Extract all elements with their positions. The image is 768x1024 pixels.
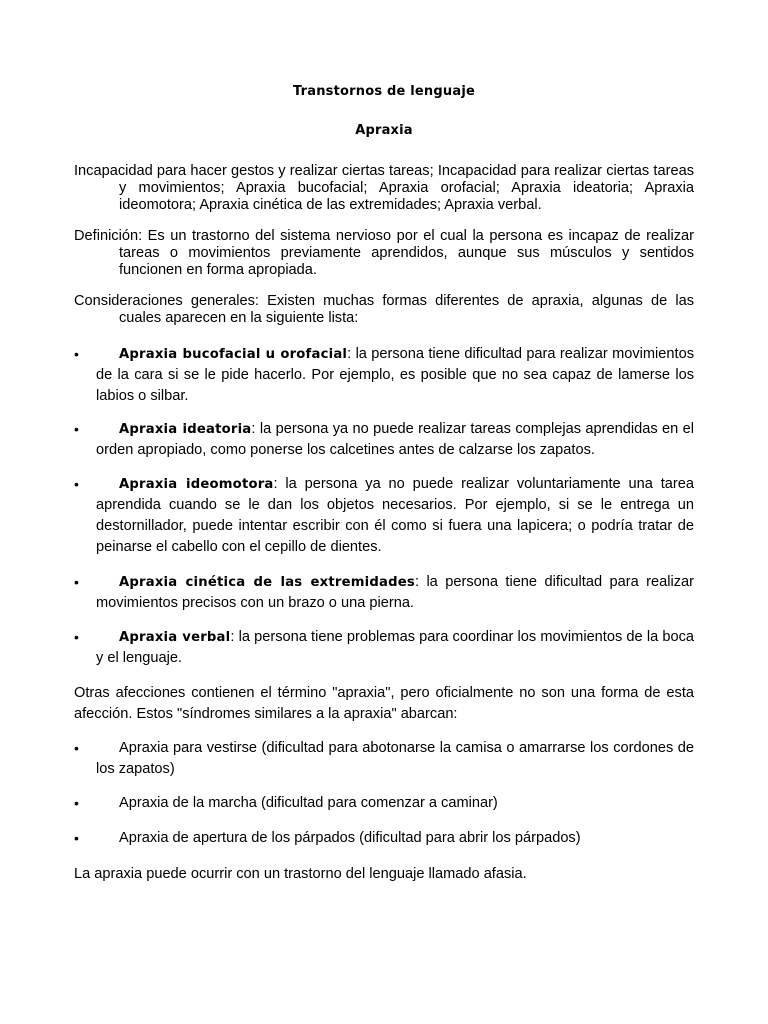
list-item-text: Apraxia de la marcha (dificultad para comenzar a caminar) xyxy=(119,795,498,811)
considerations-paragraph: Consideraciones generales: Existen muchas formas diferentes de apraxia, algunas de las cuales aparecen en la siguiente lista: xyxy=(74,293,694,326)
bullet-icon: • xyxy=(74,795,79,811)
list-item-text xyxy=(96,474,694,558)
list-item-text xyxy=(96,627,694,669)
list-item-text xyxy=(96,572,694,614)
definition-paragraph: Definición: Es un trastorno del sistema nervioso por el cual la persona es incapaz de realizar tareas o movimientos previamente aprendidos, aunque sus músculos y sentidos funcionen en forma apropiada. xyxy=(74,228,694,278)
closing-paragraph: La apraxia puede ocurrir con un trastorno del lenguaje llamado afasia. xyxy=(74,866,527,882)
list-item-description: : la persona ya no puede realizar voluntariamente una tarea aprendida cuando se le dan los objetos necesarios. Por ejemplo, si se le entrega un destornillador, puede intentar escribir con él como si fuera una lapicera; o podría tratar de peinarse el cabello con el cepillo de dientes. xyxy=(96,476,694,555)
intro-paragraph: Incapacidad para hacer gestos y realizar ciertas tareas; Incapacidad para realizar ciertas tareas y movimientos; Apraxia bucofacial; Apraxia orofacial; Apraxia ideatoria; Apraxia ideomotora; Apraxia cinética de las extremidades; Apraxia verbal. xyxy=(74,163,694,213)
list-item-term: Apraxia ideomotora xyxy=(119,477,274,492)
list-item-term: Apraxia ideatoria xyxy=(119,422,252,437)
bullet-icon: • xyxy=(74,346,79,362)
list-item-description: : la persona ya no puede realizar tareas complejas aprendidas en el orden apropiado, como ponerse los calcetines antes de calzarse los zapatos. xyxy=(96,421,694,458)
list-item-term: Apraxia bucofacial u orofacial xyxy=(119,347,348,362)
list-item-term: Apraxia cinética de las extremidades xyxy=(119,575,415,590)
bullet-icon: • xyxy=(74,740,79,756)
list-item-text xyxy=(96,419,694,461)
list-item-description: : la persona tiene dificultad para realizar movimientos de la cara si se le pide hacerlo. Por ejemplo, es posible que no sea capaz de lamerse los labios o silbar. xyxy=(96,346,694,404)
list-item-text xyxy=(96,344,694,407)
bullet-icon: • xyxy=(74,830,79,846)
bullet-icon: • xyxy=(74,574,79,590)
document-title: Transtornos de lenguaje xyxy=(292,84,475,99)
list-item-text: Apraxia de apertura de los párpados (dificultad para abrir los párpados) xyxy=(119,830,581,846)
list-item-text: Apraxia para vestirse (dificultad para abotonarse la camisa o amarrarse los cordones de los zapatos) xyxy=(96,740,694,777)
list-item-description: : la persona tiene dificultad para realizar movimientos precisos con un brazo o una pierna. xyxy=(96,574,694,611)
bullet-icon: • xyxy=(74,421,79,437)
bullet-icon: • xyxy=(74,476,79,492)
document-subtitle: Apraxia xyxy=(355,123,413,138)
list-item-term: Apraxia verbal xyxy=(119,630,231,645)
list-item-description: : la persona tiene problemas para coordinar los movimientos de la boca y el lenguaje. xyxy=(96,629,694,666)
bullet-icon: • xyxy=(74,629,79,645)
other-conditions-paragraph: Otras afecciones contienen el término "apraxia", pero oficialmente no son una forma de esta afección. Estos "síndromes similares a la apraxia" abarcan: xyxy=(74,685,694,722)
